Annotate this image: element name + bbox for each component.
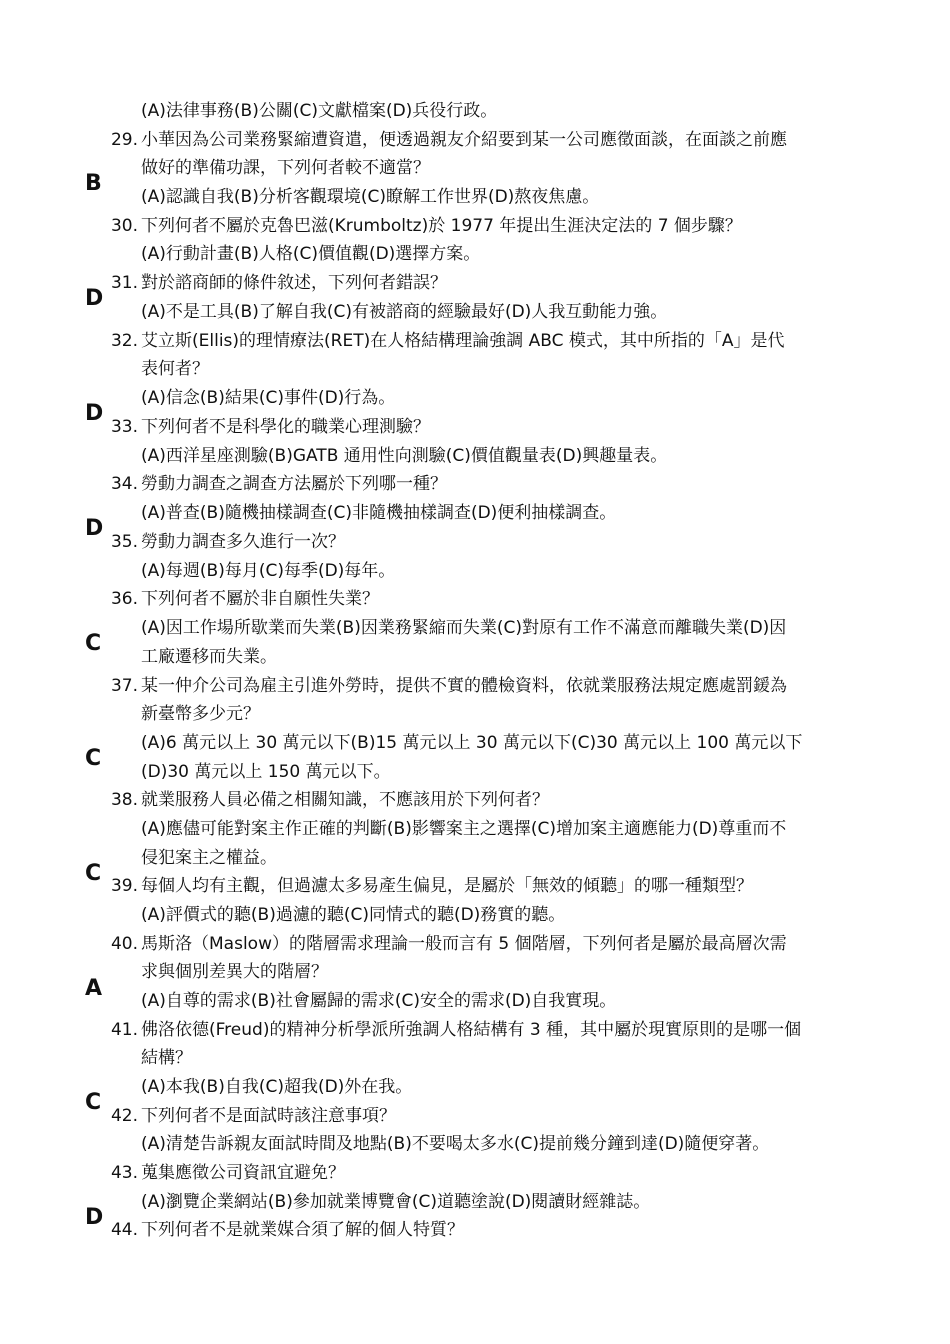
q37-stem-line2: 新臺幣多少元？: [141, 704, 260, 724]
answer-c-42: C: [85, 1090, 102, 1115]
q32-options: (A)信念(B)結果(C)事件(D)行為。: [141, 388, 396, 408]
q28-options: (A)法律事務(B)公關(C)文獻檔案(D)兵役行政。: [141, 101, 498, 121]
q29-number: 29.: [110, 130, 138, 150]
q33-answer: C: [85, 631, 102, 656]
q33-number: 33.: [110, 417, 138, 437]
q36-stem: 下列何者不屬於非自願性失業？: [141, 589, 379, 609]
answer-d-44: D: [85, 1205, 104, 1230]
q31-stem: 對於諮商師的條件敘述，下列何者錯誤？: [141, 273, 447, 293]
q43-stem: 蒐集應徵公司資訊宜避免？: [141, 1163, 345, 1183]
q38-options-line2: 侵犯案主之權益。: [141, 848, 277, 868]
q29-stem-line2: 做好的準備功課，下列何者較不適當？: [141, 158, 430, 178]
q34-stem: 勞動力調查之調查方法屬於下列哪一種？: [141, 474, 447, 494]
q34-options: (A)普查(B)隨機抽樣調查(C)非隨機抽樣調查(D)便利抽樣調查。: [141, 503, 617, 523]
q37-options-line2: (D)30 萬元以上 150 萬元以下。: [141, 762, 391, 782]
q36-options-line2: 工廠遷移而失業。: [141, 647, 277, 667]
q43-number: 43.: [110, 1163, 138, 1183]
q41-number: 41.: [110, 1020, 138, 1040]
q32-stem-line1: 艾立斯(Ellis)的理情療法(RET)在人格結構理論強調 ABC 模式，其中所指的「A」是代: [141, 331, 785, 351]
q35-options: (A)每週(B)每月(C)每季(D)每年。: [141, 561, 396, 581]
q31-number: 31.: [110, 273, 138, 293]
q38-options-line1: (A)應儘可能對案主作正確的判斷(B)影響案主之選擇(C)增加案主適應能力(D)尊重而不: [141, 819, 787, 839]
q37-options-line1: (A)6 萬元以上 30 萬元以下(B)15 萬元以上 30 萬元以下(C)30 萬元以上 100 萬元以下: [141, 733, 803, 753]
q31-options: (A)不是工具(B)了解自我(C)有被諮商的經驗最好(D)人我互動能力強。: [141, 302, 668, 322]
q41-options: (A)本我(B)自我(C)超我(D)外在我。: [141, 1077, 413, 1097]
q39-options: (A)評價式的聽(B)過濾的聽(C)同情式的聽(D)務實的聽。: [141, 905, 566, 925]
q41-stem-line2: 結構？: [141, 1048, 192, 1068]
q40-number: 40.: [110, 934, 138, 954]
q40-options: (A)自尊的需求(B)社會屬歸的需求(C)安全的需求(D)自我實現。: [141, 991, 617, 1011]
q40-stem-line2: 求與個別差異大的階層？: [141, 962, 328, 982]
q29-stem-line1: 小華因為公司業務緊縮遭資遣，便透過親友介紹要到某一公司應徵面談，在面談之前應: [141, 130, 787, 150]
q38-stem: 就業服務人員必備之相關知識，不應該用於下列何者？: [141, 790, 549, 810]
q32-number: 32.: [110, 331, 138, 351]
q42-number: 42.: [110, 1106, 138, 1126]
q42-options: (A)清楚告訴親友面試時間及地點(B)不要喝太多水(C)提前幾分鐘到達(D)隨便穿著。: [141, 1134, 770, 1154]
q39-stem: 每個人均有主觀，但過濾太多易產生偏見，是屬於「無效的傾聽」的哪一種類型？: [141, 876, 753, 896]
q33-options: (A)西洋星座測驗(B)GATB 通用性向測驗(C)價值觀量表(D)興趣量表。: [141, 446, 668, 466]
q35-answer: C: [85, 861, 102, 886]
q35-stem: 勞動力調查多久進行一次？: [141, 532, 345, 552]
q38-number: 38.: [110, 790, 138, 810]
q35-number: 35.: [110, 532, 138, 552]
q37-number: 37.: [110, 676, 138, 696]
q36-options-line1: (A)因工作場所歇業而失業(B)因業務緊縮而失業(C)對原有工作不滿意而離職失業(D)因: [141, 618, 787, 638]
q34-answer: C: [85, 746, 102, 771]
q30-answer: D: [85, 286, 104, 311]
q42-stem: 下列何者不是面試時該注意事項？: [141, 1106, 396, 1126]
q40-stem-line1: 馬斯洛（Maslow）的階層需求理論一般而言有 5 個階層，下列何者是屬於最高層次需: [141, 934, 787, 954]
q30-number: 30.: [110, 216, 138, 236]
q36-number: 36.: [110, 589, 138, 609]
q39-number: 39.: [110, 876, 138, 896]
q37-stem-line1: 某一仲介公司為雇主引進外勞時，提供不實的體檢資料，依就業服務法規定應處罰鍰為: [141, 676, 787, 696]
q30-options: (A)行動計畫(B)人格(C)價值觀(D)選擇方案。: [141, 244, 481, 264]
q43-options: (A)瀏覽企業網站(B)參加就業博覽會(C)道聽塗說(D)閱讀財經雜誌。: [141, 1192, 651, 1212]
q33-stem: 下列何者不是科學化的職業心理測驗？: [141, 417, 430, 437]
q32-answer: D: [85, 516, 104, 541]
q31-answer: D: [85, 401, 104, 426]
q30-stem: 下列何者不屬於克魯巴滋(Krumboltz)於 1977 年提出生涯決定法的 7 個步驟？: [141, 216, 742, 236]
q36-answer: A: [85, 976, 103, 1001]
q44-number: 44.: [110, 1220, 138, 1240]
q32-stem-line2: 表何者？: [141, 359, 209, 379]
q41-stem-line1: 佛洛依德(Freud)的精神分析學派所強調人格結構有 3 種，其中屬於現實原則的是哪一個: [141, 1020, 802, 1040]
q34-number: 34.: [110, 474, 138, 494]
q29-options: (A)認識自我(B)分析客觀環境(C)瞭解工作世界(D)熬夜焦慮。: [141, 187, 600, 207]
q29-answer: B: [85, 171, 102, 196]
q44-stem: 下列何者不是就業媒合須了解的個人特質？: [141, 1220, 464, 1240]
